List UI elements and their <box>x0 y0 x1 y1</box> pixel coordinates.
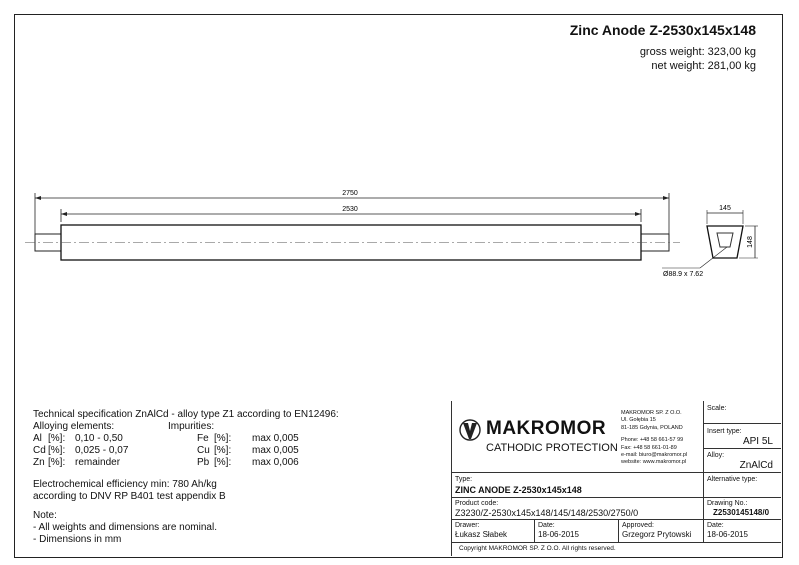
type-label: Type: <box>455 476 473 483</box>
copyright: Copyright MAKROMOR SP. Z O.O. All rights reserved. <box>459 545 616 552</box>
logo-name: MAKROMOR <box>486 418 607 439</box>
dim-body-text: 2530 <box>342 206 358 213</box>
impurities-table <box>197 433 307 469</box>
drawing-no-value: Z2530145148/0 <box>713 508 770 517</box>
gross-weight: gross weight: 323,00 kg <box>639 46 756 58</box>
dim-height-text: 148 <box>747 236 754 248</box>
dim-core-text: Ø88.9 x 7.62 <box>663 271 704 278</box>
drawing-no-label: Drawing No.: <box>707 500 748 507</box>
insert-type-label: Insert type: <box>707 428 742 435</box>
approved-value: Grzegorz Prytowski <box>622 530 692 539</box>
note-line-1: - All weights and dimensions are nominal. <box>33 522 217 533</box>
insert-type-value: API 5L <box>742 436 773 447</box>
date-value-1: 18-06-2015 <box>538 530 579 539</box>
dim-total-text: 2750 <box>342 190 358 197</box>
drawer-value: Łukasz Słabek <box>455 530 508 539</box>
alloy-row: Al [%]: 0,10 - 0,50 <box>33 433 123 444</box>
efficiency-line-1: Electrochemical efficiency min: 780 Ah/kg <box>33 479 217 490</box>
dim-width-text: 145 <box>719 205 731 212</box>
logo-subtitle: CATHODIC PROTECTION <box>486 442 618 454</box>
date-label-2: Date: <box>707 522 724 529</box>
note-line-2: - Dimensions in mm <box>33 534 122 545</box>
product-code-label: Product code: <box>455 500 499 507</box>
approved-label: Approved: <box>622 522 654 529</box>
type-value: ZINC ANODE Z-2530x145x148 <box>455 485 582 495</box>
date-label-1: Date: <box>538 522 555 529</box>
makromor-logo-icon <box>458 419 482 441</box>
efficiency-line-2: according to DNV RP B401 test appendix B <box>33 491 226 502</box>
product-code-value: Z3230/Z-2530x145x148/145/148/2530/2750/0 <box>455 508 639 518</box>
drawing-title: Zinc Anode Z-2530x145x148 <box>569 22 756 38</box>
cross-section <box>662 210 758 268</box>
company-address: MAKROMOR SP. Z O.O. Ul. Gołębia 15 81-185 Gdynia, POLAND Phone: +48 58 661-57 99 Fax: +48 58 661-01-89 e-mail: biuro@makromor.pl website: www.makromor.pl <box>621 410 688 466</box>
net-weight: net weight: 281,00 kg <box>651 60 756 72</box>
alloy-label: Alloy: <box>707 452 725 459</box>
title-block <box>451 401 781 556</box>
alloying-label: Alloying elements: <box>33 421 115 432</box>
alloy-row: Cd [%]: 0,025 - 0,07 <box>33 445 129 456</box>
alloy-row: Zn [%]: remainder <box>33 457 121 468</box>
impurities-label: Impurities: <box>168 421 215 432</box>
alloying-table <box>33 433 163 469</box>
alloy-value: ZnAlCd <box>739 460 773 471</box>
impurity-row: Fe [%]: max 0,005 <box>197 433 299 444</box>
scale-label: Scale: <box>707 405 727 412</box>
date-value-2: 18-06-2015 <box>707 530 748 539</box>
alternative-type-label: Alternative type: <box>707 476 758 483</box>
impurity-row: Pb [%]: max 0,006 <box>197 457 299 468</box>
spec-heading: Technical specification ZnAlCd - alloy type Z1 according to EN12496: <box>33 409 339 420</box>
drawer-label: Drawer: <box>455 522 480 529</box>
note-label: Note: <box>33 510 57 521</box>
impurity-row: Cu [%]: max 0,005 <box>197 445 299 456</box>
